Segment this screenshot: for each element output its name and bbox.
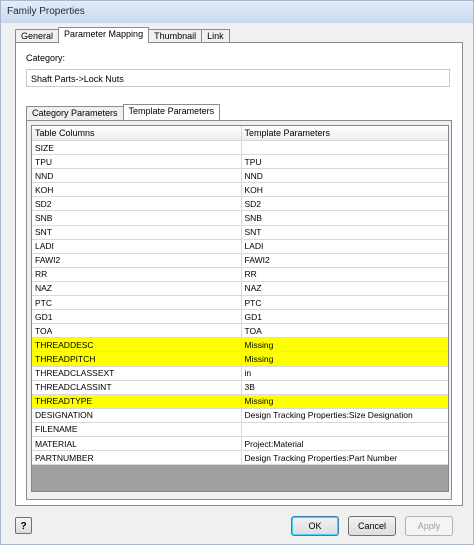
dialog-button-bar xyxy=(1,511,473,541)
table-row[interactable] xyxy=(32,197,448,211)
table-column-cell[interactable]: DESIGNATION xyxy=(32,408,241,422)
mapping-table xyxy=(32,126,449,465)
template-parameter-cell[interactable]: NAZ xyxy=(241,281,448,295)
table-column-cell[interactable]: NAZ xyxy=(32,281,241,295)
table-column-cell[interactable]: GD1 xyxy=(32,310,241,324)
template-parameter-cell[interactable]: NND xyxy=(241,169,448,183)
template-parameter-cell[interactable]: KOH xyxy=(241,183,448,197)
window-title: Family Properties xyxy=(7,6,85,17)
table-row[interactable] xyxy=(32,141,448,155)
parameter-subtabs xyxy=(26,106,219,120)
apply-button[interactable]: Apply xyxy=(405,516,453,536)
table-row[interactable] xyxy=(32,281,448,295)
template-parameter-cell[interactable]: Missing xyxy=(241,352,448,366)
table-row[interactable] xyxy=(32,380,448,394)
table-column-cell[interactable]: FAWI2 xyxy=(32,253,241,267)
table-row[interactable] xyxy=(32,267,448,281)
template-parameter-cell[interactable]: Design Tracking Properties:Part Number xyxy=(241,451,448,465)
table-column-cell[interactable]: SD2 xyxy=(32,197,241,211)
table-row[interactable] xyxy=(32,155,448,169)
tab-link[interactable]: Link xyxy=(201,29,230,43)
template-parameter-cell[interactable]: in xyxy=(241,366,448,380)
category-label: Category: xyxy=(26,53,66,63)
tab-parameter-mapping[interactable]: Parameter Mapping xyxy=(58,27,149,43)
template-parameter-cell[interactable]: Project:Material xyxy=(241,436,448,450)
table-row[interactable] xyxy=(32,436,448,450)
template-parameter-cell[interactable]: Design Tracking Properties:Size Designation xyxy=(241,408,448,422)
table-row[interactable] xyxy=(32,338,448,352)
table-column-cell[interactable]: KOH xyxy=(32,183,241,197)
table-row[interactable] xyxy=(32,183,448,197)
template-parameter-cell[interactable]: PTC xyxy=(241,296,448,310)
mapping-grid xyxy=(31,125,449,492)
template-parameter-cell[interactable]: FAWI2 xyxy=(241,253,448,267)
cancel-button[interactable]: Cancel xyxy=(348,516,396,536)
table-column-cell[interactable]: PTC xyxy=(32,296,241,310)
table-row[interactable] xyxy=(32,169,448,183)
table-column-cell[interactable]: NND xyxy=(32,169,241,183)
table-column-cell[interactable]: LADI xyxy=(32,239,241,253)
help-button[interactable]: ? xyxy=(15,517,32,534)
table-row[interactable] xyxy=(32,408,448,422)
table-row[interactable] xyxy=(32,239,448,253)
table-column-cell[interactable]: TPU xyxy=(32,155,241,169)
template-parameter-cell[interactable] xyxy=(241,422,448,436)
tab-template-parameters[interactable]: Template Parameters xyxy=(123,104,221,120)
table-row[interactable] xyxy=(32,310,448,324)
main-tabs xyxy=(15,29,229,43)
column-header-table-columns[interactable]: Table Columns xyxy=(32,126,241,141)
ok-button[interactable]: OK xyxy=(291,516,339,536)
template-parameters-panel xyxy=(26,120,452,500)
template-parameter-cell[interactable]: GD1 xyxy=(241,310,448,324)
table-row[interactable] xyxy=(32,451,448,465)
tab-category-parameters[interactable]: Category Parameters xyxy=(26,106,124,120)
parameter-mapping-panel xyxy=(15,42,463,506)
column-header-template-parameters[interactable]: Template Parameters xyxy=(241,126,448,141)
template-parameter-cell[interactable]: SD2 xyxy=(241,197,448,211)
table-row[interactable] xyxy=(32,422,448,436)
template-parameter-cell[interactable]: RR xyxy=(241,267,448,281)
table-column-cell[interactable]: THREADPITCH xyxy=(32,352,241,366)
table-column-cell[interactable]: THREADCLASSEXT xyxy=(32,366,241,380)
tab-general[interactable]: General xyxy=(15,29,59,43)
tab-thumbnail[interactable]: Thumbnail xyxy=(148,29,202,43)
template-parameter-cell[interactable]: LADI xyxy=(241,239,448,253)
table-row[interactable] xyxy=(32,296,448,310)
template-parameter-cell[interactable]: Missing xyxy=(241,338,448,352)
header-row xyxy=(32,126,448,141)
table-column-cell[interactable]: RR xyxy=(32,267,241,281)
table-column-cell[interactable]: FILENAME xyxy=(32,422,241,436)
template-parameter-cell[interactable]: TOA xyxy=(241,324,448,338)
table-row[interactable] xyxy=(32,225,448,239)
table-column-cell[interactable]: SNT xyxy=(32,225,241,239)
table-row[interactable] xyxy=(32,253,448,267)
table-column-cell[interactable]: SNB xyxy=(32,211,241,225)
table-column-cell[interactable]: THREADTYPE xyxy=(32,394,241,408)
template-parameter-cell[interactable]: SNT xyxy=(241,225,448,239)
table-row[interactable] xyxy=(32,394,448,408)
table-row[interactable] xyxy=(32,352,448,366)
template-parameter-cell[interactable]: Missing xyxy=(241,394,448,408)
table-row[interactable] xyxy=(32,211,448,225)
table-row[interactable] xyxy=(32,366,448,380)
table-column-cell[interactable]: PARTNUMBER xyxy=(32,451,241,465)
template-parameter-cell[interactable]: 3B xyxy=(241,380,448,394)
template-parameter-cell[interactable] xyxy=(241,141,448,155)
table-column-cell[interactable]: TOA xyxy=(32,324,241,338)
table-column-cell[interactable]: THREADCLASSINT xyxy=(32,380,241,394)
template-parameter-cell[interactable]: TPU xyxy=(241,155,448,169)
table-row[interactable] xyxy=(32,324,448,338)
category-field: Shaft Parts->Lock Nuts xyxy=(26,69,450,87)
title-bar xyxy=(1,1,473,23)
table-column-cell[interactable]: THREADDESC xyxy=(32,338,241,352)
table-column-cell[interactable]: SIZE xyxy=(32,141,241,155)
table-column-cell[interactable]: MATERIAL xyxy=(32,436,241,450)
template-parameter-cell[interactable]: SNB xyxy=(241,211,448,225)
